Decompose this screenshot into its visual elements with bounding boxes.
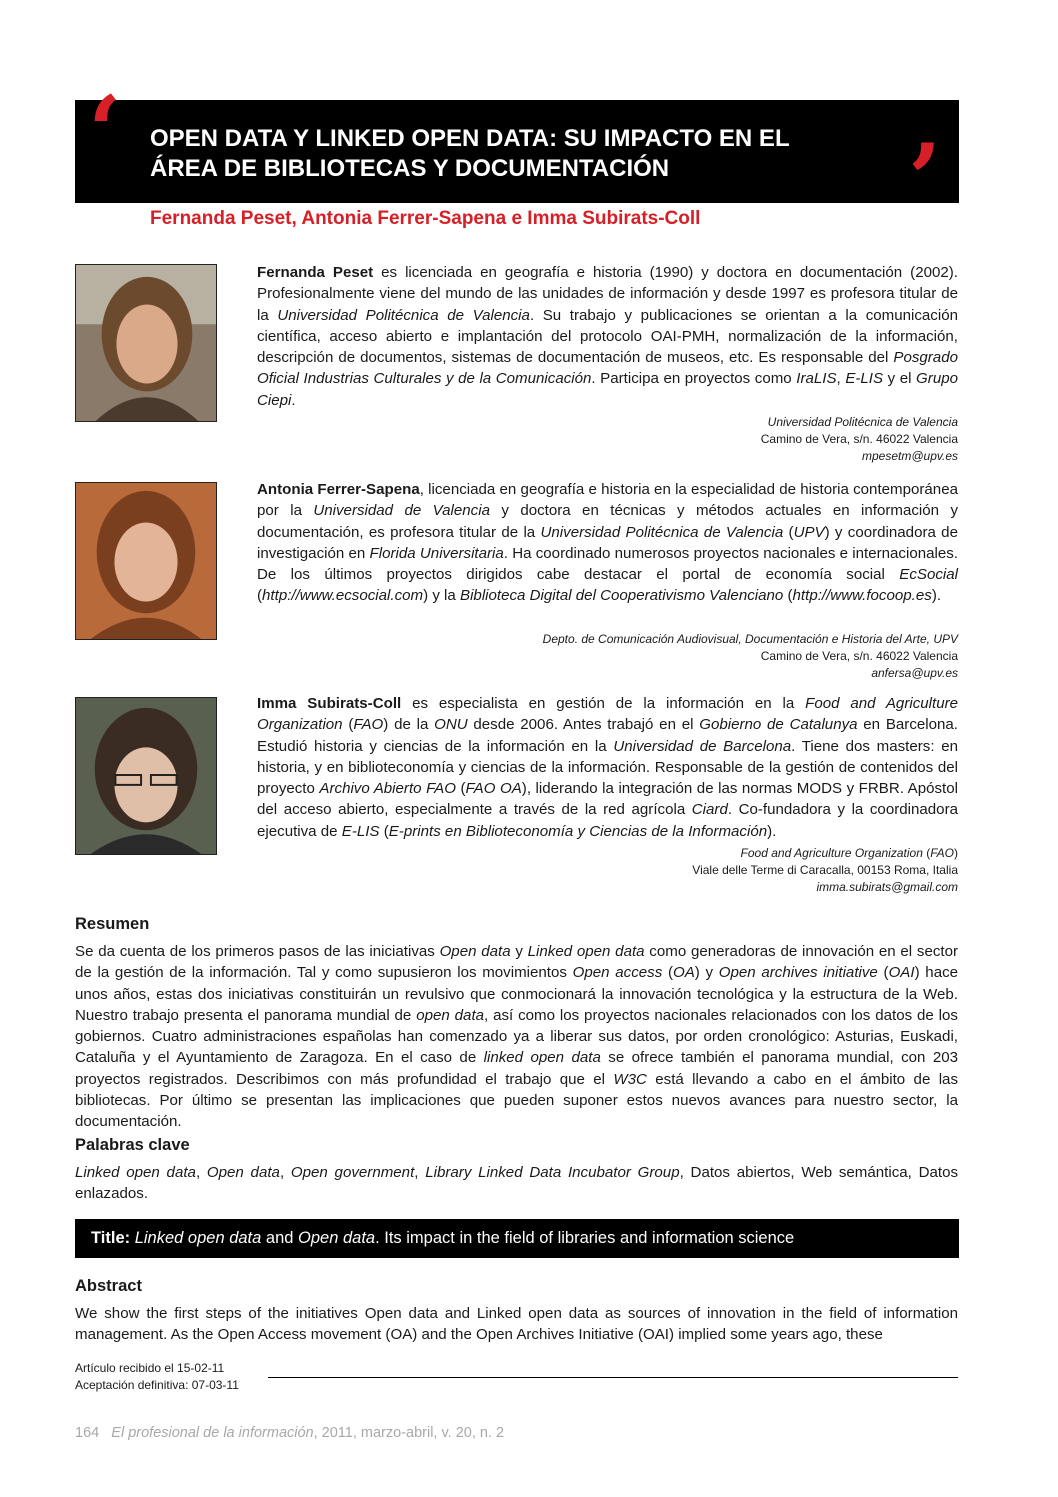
- article-title: [150, 124, 890, 184]
- bio-name: Fernanda Peset: [257, 264, 374, 281]
- issue-info: , 2011, marzo-abril, v. 20, n. 2: [313, 1425, 505, 1441]
- bio-name: Imma Subirats-Coll: [257, 695, 402, 712]
- bio-subirats: Imma Subirats-Coll es especialista en gestión de la información en la Food and Agriculture Organization (FAO) de la ONU desde 2006. Antes trabajó en el Gobierno de Catalunya en Barcelona. Estudió historia y ciencias de la información en la Universidad de Barcelona. Tiene dos masters: en historia, y en biblioteconomía y ciencias de la información. Responsable de la gestión de contenidos del proyecto Archivo Abierto FAO (FAO OA), liderando la integración de las normas MODS y FRBR. Apóstol del acceso abierto, especialmente a través de la red agrícola Ciard. Co-fundadora y la coordinadora ejecutiva de E-LIS (E-prints en Biblioteconomía y Ciencias de la Información).: [257, 695, 959, 840]
- keywords-heading: Palabras clave: [75, 1136, 190, 1154]
- title-line-1: OPEN DATA Y LINKED OPEN DATA: SU IMPACTO EN EL: [150, 125, 790, 152]
- bio-peset: Fernanda Peset es licenciada en geografía e historia (1990) y doctora en documentación (2002). Profesionalmente viene del mundo de las unidades de información y desde 1997 es profesora titular de la Universidad Politécnica de Valencia. Su trabajo y publicaciones se orientan a la comunicación científica, acceso abierto e implantación del protocolo OAI-PMH, normalización de la información, descripción de documentos, sistemas de documentación de museos, etc. Es responsable del Posgrado Oficial Industrias Culturales y de la Comunicación. Participa en proyectos como IraLIS, E-LIS y el Grupo Ciepi.: [257, 264, 958, 409]
- close-quote-mark: ’: [908, 123, 942, 236]
- address-subirats: Food and Agriculture Organization (FAO) Viale delle Terme di Caracalla, 00153 Roma, Italia imma.subirats@gmail.com: [692, 846, 958, 894]
- title-line-2: ÁREA DE BIBLIOTECAS Y DOCUMENTACIÓN: [150, 155, 670, 182]
- abstract-heading: Abstract: [75, 1277, 142, 1295]
- resumen-text: Se da cuenta de los primeros pasos de las iniciativas Open data y Linked open data como generadoras de innovación en el sector de la gestión de la información. Tal y como supusieron los movimientos Open access (OA) y Open archives initiative (OAI) hace unos años, estas dos iniciativas constituirán un revulsivo que conmocionará la innovación tecnológica y la estructura de la Web. Nuestro trabajo presenta el panorama mundial de open data, así como los proyectos nacionales relacionados con los datos de los gobiernos. Cuatro administraciones españolas han comenzado ya a liberar sus datos, por orden cronológico: Asturias, Euskadi, Cataluña y el Ayuntamiento de Zaragoza. En el caso de linked open data se ofrece también el panorama mundial, con 203 proyectos registrados. Describimos con más profundidad el trabajo que el W3C está llevando a cabo en el ámbito de las bibliotecas. Por último se presentan las implicaciones que pueden suponer estos nuevos avances para nuestro sector, la documentación.: [75, 943, 959, 1131]
- page-footer: [75, 1425, 504, 1441]
- article-dates: [75, 1360, 239, 1394]
- resumen-heading: Resumen: [75, 915, 150, 933]
- page-number: 164: [75, 1425, 100, 1441]
- address-peset: [761, 414, 958, 465]
- postal-address: Camino de Vera, s/n. 46022 Valencia: [760, 432, 958, 446]
- bio-ferrer: Antonia Ferrer-Sapena, licenciada en geografía e historia en la especialidad de historia contemporánea por la Universidad de Valencia y doctora en técnicas y métodos actuales en información y documentación, es profesora titular de la Universidad Politécnica de Valencia (UPV) y coordinadora de investigación en Florida Universitaria. Ha coordinado numerosos proyectos nacionales e internacionales. De los últimos proyectos dirigidos cabe destacar el portal de economía social EcSocial (http://www.ecsocial.com) y la Biblioteca Digital del Cooperativismo Valenciano (http://www.focoop.es).: [257, 481, 959, 605]
- affiliation: Depto. de Comunicación Audiovisual, Documentación e Historia del Arte, UPV: [542, 632, 958, 646]
- postal-address: Camino de Vera, s/n. 46022 Valencia: [760, 649, 958, 663]
- email: anfersa@upv.es: [871, 666, 958, 680]
- author-photo-subirats: [75, 697, 217, 855]
- keywords-text: Linked open data, Open data, Open government, Library Linked Data Incubator Group, Datos abiertos, Web semántica, Datos enlazados.: [75, 1164, 959, 1203]
- email: mpesetm@upv.es: [862, 449, 958, 463]
- postal-address: Viale delle Terme di Caracalla, 00153 Roma, Italia: [692, 863, 958, 877]
- footer-rule: [268, 1377, 958, 1378]
- author-photo-peset: [75, 264, 217, 422]
- author-list: Fernanda Peset, Antonia Ferrer-Sapena e Imma Subirats-Coll: [150, 208, 701, 229]
- journal-name: El profesional de la información: [111, 1425, 314, 1441]
- received-date: Artículo recibido el 15-02-11: [75, 1361, 225, 1375]
- open-quote-mark: ‘: [88, 75, 122, 188]
- accepted-date: Aceptación definitiva: 07-03-11: [75, 1378, 239, 1392]
- english-title-bar: Title: Linked open data and Open data. Its impact in the field of libraries and information science: [75, 1219, 959, 1258]
- email: imma.subirats@gmail.com: [816, 880, 958, 894]
- author-photo-ferrer: [75, 482, 217, 640]
- affiliation: Food and Agriculture Organization: [740, 846, 923, 860]
- address-ferrer: [543, 631, 958, 682]
- bio-name: Antonia Ferrer-Sapena: [257, 481, 420, 498]
- affiliation: Universidad Politécnica de Valencia: [767, 415, 958, 429]
- abstract-text: We show the first steps of the initiatives Open data and Linked open data as sources of innovation in the field of information management. As the Open Access movement (OA) and the Open Archives Initiative (OAI) implied some years ago, these: [75, 1305, 958, 1344]
